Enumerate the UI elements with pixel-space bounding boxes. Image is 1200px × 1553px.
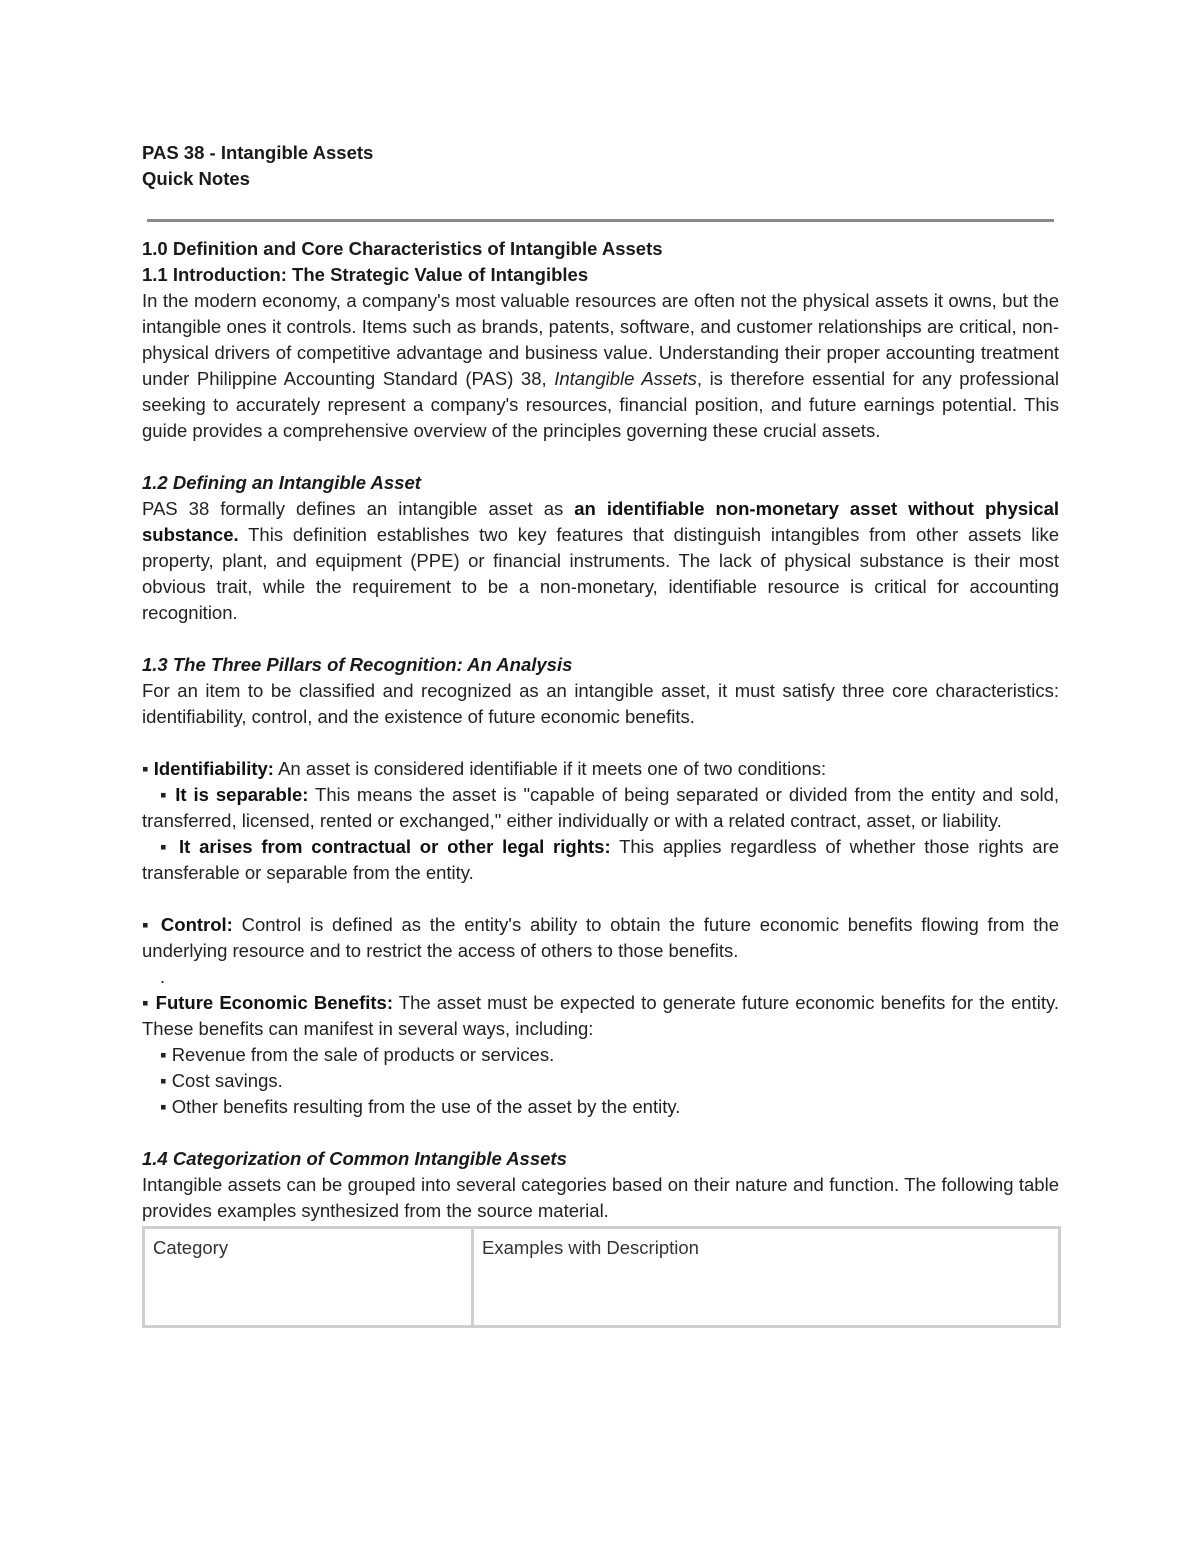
section-heading-1-4: 1.4 Categorization of Common Intangible Assets	[142, 1148, 567, 1169]
section-heading-1-2: 1.2 Defining an Intangible Asset	[142, 472, 421, 493]
section-heading-1-3: 1.3 The Three Pillars of Recognition: An Analysis	[142, 654, 573, 675]
control-label: Control:	[160, 914, 233, 935]
bullet-icon: ▪	[142, 914, 153, 935]
document-title: PAS 38 - Intangible Assets	[142, 142, 374, 163]
document-subtitle: Quick Notes	[142, 168, 250, 189]
bullet-icon: ▪	[142, 992, 150, 1013]
bullet-icon: ▪	[160, 836, 171, 857]
intro-text-1: In the modern economy, a company's most valuable resources are often not the physical assets it owns, but the intangible ones it controls. Items such as brands, patents, software, and customer relationships are critical, non-physical drivers of competitive advantage and business value. Understanding their proper accounting treatment under Philippine Accounting Standard (PAS) 38,	[142, 290, 1059, 389]
pillars-intro-paragraph: For an item to be classified and recognized as an intangible asset, it must satisfy three core characteristics: identifiability, control, and the existence of future economic benefits.	[142, 680, 1059, 727]
intro-text-2: , is therefore essential for any professional seeking to accurately represent a company's resources, financial position, and future earnings potential. This guide provides a comprehensive overview of the principles governing these crucial assets.	[142, 368, 1059, 441]
horizontal-rule	[147, 219, 1054, 222]
benefit-list-item: ▪ Cost savings.	[160, 1070, 283, 1091]
intro-paragraph	[142, 288, 1059, 444]
separable-text: This means the asset is "capable of being separated or divided from the entity and sold, transferred, licensed, rented or exchanged," either individually or with a related contract, asset, or liability.	[142, 784, 1060, 831]
control-item	[142, 912, 1059, 964]
benefit-list-item: ▪ Revenue from the sale of products or services.	[160, 1044, 555, 1065]
table-row	[144, 1228, 1060, 1327]
document-page	[142, 140, 1059, 1328]
table-header-examples: Examples with Description	[473, 1228, 1060, 1327]
stray-dot: .	[160, 966, 166, 987]
control-text: Control is defined as the entity's ability to obtain the future economic benefits flowing from the underlying resource and to restrict the access of others to those benefits.	[142, 914, 1060, 961]
categories-table	[142, 1226, 1061, 1328]
legal-rights-label: It arises from contractual or other legal rights:	[179, 836, 611, 857]
legal-rights-text: This applies regardless of whether those rights are transferable or separable from the entity.	[142, 836, 1060, 883]
categorization-intro: Intangible assets can be grouped into several categories based on their nature and function. The following table provides examples synthesized from the source material.	[142, 1174, 1059, 1221]
separable-item	[142, 782, 1059, 834]
identifiability-item	[142, 756, 1059, 782]
definition-paragraph	[142, 496, 1059, 626]
bullet-icon: ▪	[142, 758, 149, 779]
identifiability-text: An asset is considered identifiable if it meets one of two conditions:	[273, 758, 827, 779]
definition-text-2: This definition establishes two key features that distinguish intangibles from other assets like property, plant, and equipment (PPE) or financial instruments. The lack of physical substance is their most obvious trait, while the requirement to be a non-monetary, identifiable resource is critical for accounting recognition.	[142, 524, 1059, 623]
bullet-icon: ▪	[160, 784, 169, 805]
section-heading-1-0: 1.0 Definition and Core Characteristics of Intangible Assets	[142, 238, 663, 259]
separable-label: It is separable:	[175, 784, 309, 805]
future-benefits-label: Future Economic Benefits:	[155, 992, 393, 1013]
legal-rights-item	[142, 834, 1059, 886]
definition-text-1: PAS 38 formally defines an intangible asset as	[142, 498, 575, 519]
identifiability-label: Identifiability:	[153, 758, 274, 779]
future-benefits-text: The asset must be expected to generate future economic benefits for the entity. These benefits can manifest in several ways, including:	[142, 992, 1060, 1039]
intro-italic-title: Intangible Assets	[554, 368, 697, 389]
future-benefits-item	[142, 990, 1059, 1042]
benefit-list-item: ▪ Other benefits resulting from the use of the asset by the entity.	[160, 1096, 681, 1117]
section-heading-1-1: 1.1 Introduction: The Strategic Value of Intangibles	[142, 264, 589, 285]
definition-bold: an identifiable non-monetary asset without physical substance.	[142, 498, 1059, 545]
table-header-category: Category	[144, 1228, 473, 1327]
